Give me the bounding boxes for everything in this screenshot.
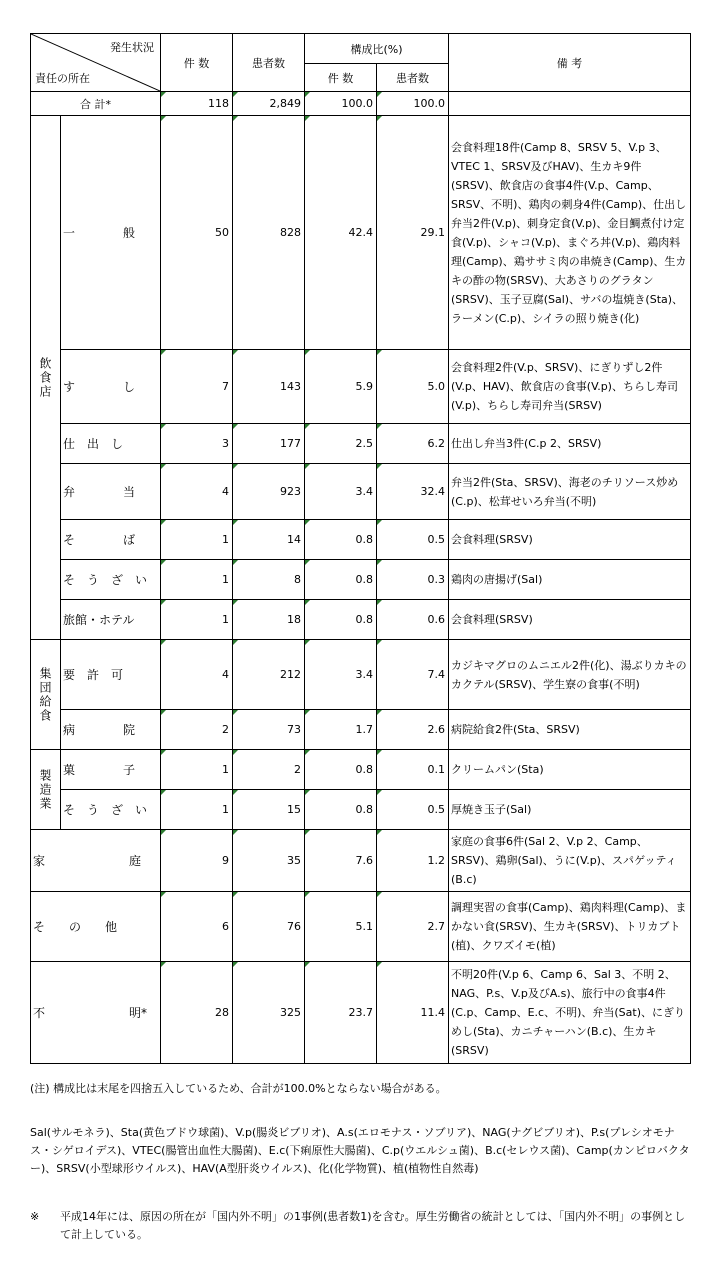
row-label: そ ば: [61, 520, 161, 560]
total-ratio-patients: 100.0: [377, 92, 449, 116]
table-row: [31, 350, 691, 424]
row-patients: 143: [233, 350, 305, 424]
row-ratio-patients: 11.4: [377, 962, 449, 1064]
header-ratio-patients: 患者数: [377, 64, 449, 92]
header-remarks: 備 考: [449, 34, 691, 92]
row-patients: 18: [233, 600, 305, 640]
group-catering: 集団給食: [31, 640, 61, 750]
row-count: 4: [161, 464, 233, 520]
row-ratio-count: 5.1: [305, 892, 377, 962]
row-ratio-patients: 0.1: [377, 750, 449, 790]
row-count: 1: [161, 560, 233, 600]
row-label: す し: [61, 350, 161, 424]
header-patients: 患者数: [233, 34, 305, 92]
total-ratio-count: 100.0: [305, 92, 377, 116]
row-remarks: 弁当2件(Sta、SRSV)、海老のチリソース炒め(C.p)、松茸せいろ弁当(不明): [449, 464, 691, 520]
row-ratio-patients: 0.3: [377, 560, 449, 600]
row-ratio-count: 3.4: [305, 464, 377, 520]
corner-top-label: 発生状況: [110, 41, 154, 54]
row-label: 一 般: [61, 116, 161, 350]
note-ratio: (注) 構成比は末尾を四捨五入しているため、合計が100.0%とならない場合がある。: [30, 1082, 447, 1095]
row-patients: 14: [233, 520, 305, 560]
header-ratio: 構成比(%): [305, 34, 449, 64]
row-label: そ う ざ い: [61, 790, 161, 830]
row-patients: 76: [233, 892, 305, 962]
row-label: 菓 子: [61, 750, 161, 790]
row-ratio-patients: 7.4: [377, 640, 449, 710]
row-remarks: 会食料理18件(Camp 8、SRSV 5、V.p 3、VTEC 1、SRSV及びHAV)、生カキ9件(SRSV)、飲食店の食事4件(V.p、Camp、SRSV、不明)、鶏肉の刺身4件(Camp)、仕出し弁当2件(V.p)、刺身定食(V.p)、金目鯛煮付け定食(V.p)、シャコ(V.p)、まぐろ丼(V.p)、鶏肉料理(Camp)、鶏ササミ肉の串焼き(Camp)、生カキの酢の物(SRSV)、大あさりのグラタン(SRSV)、玉子豆腐(Sal)、サバの塩焼き(Sta)、ラーメン(C.p)、シイラの照り焼き(化): [449, 116, 691, 350]
row-patients: 923: [233, 464, 305, 520]
row-count: 6: [161, 892, 233, 962]
row-ratio-patients: 0.5: [377, 790, 449, 830]
row-label: 旅館・ホテル: [61, 600, 161, 640]
row-ratio-patients: 5.0: [377, 350, 449, 424]
row-remarks: カジキマグロのムニエル2件(化)、湯ぶりカキのカクテル(SRSV)、学生寮の食事(不明): [449, 640, 691, 710]
table-row: [31, 640, 691, 710]
row-ratio-patients: 0.5: [377, 520, 449, 560]
row-ratio-patients: 32.4: [377, 464, 449, 520]
row-patients: 73: [233, 710, 305, 750]
row-patients: 828: [233, 116, 305, 350]
table-row: [31, 892, 691, 962]
row-count: 2: [161, 710, 233, 750]
table-row: [31, 790, 691, 830]
total-patients: 2,849: [233, 92, 305, 116]
row-ratio-count: 0.8: [305, 520, 377, 560]
row-patients: 325: [233, 962, 305, 1064]
row-count: 9: [161, 830, 233, 892]
row-patients: 35: [233, 830, 305, 892]
row-ratio-count: 7.6: [305, 830, 377, 892]
row-patients: 2: [233, 750, 305, 790]
row-ratio-patients: 0.6: [377, 600, 449, 640]
row-remarks: 家庭の食事6件(Sal 2、V.p 2、Camp、SRSV)、鶏卵(Sal)、うに(V.p)、スパゲッティ(B.c): [449, 830, 691, 892]
note-abbreviations: Sal(サルモネラ)、Sta(黄色ブドウ球菌)、V.p(腸炎ビブリオ)、A.s(エロモナス・ソブリア)、NAG(ナグビブリオ)、P.s(プレシオモナス・シゲロイデス)、VTEC(腸管出血性大腸菌)、E.c(下痢原性大腸菌)、C.p(ウエルシュ菌)、B.c(セレウス菌)、Camp(カンピロバクター)、SRSV(小型球形ウイルス)、HAV(A型肝炎ウイルス)、化(化学物質)、植(植物性自然毒): [30, 1126, 690, 1175]
note-asterisk: [30, 1208, 690, 1244]
row-ratio-count: 0.8: [305, 560, 377, 600]
row-ratio-count: 0.8: [305, 600, 377, 640]
row-ratio-count: 42.4: [305, 116, 377, 350]
row-ratio-patients: 2.7: [377, 892, 449, 962]
table-row: [31, 116, 691, 350]
row-count: 1: [161, 600, 233, 640]
row-remarks: 仕出し弁当3件(C.p 2、SRSV): [449, 424, 691, 464]
header-corner: [31, 34, 161, 92]
row-count: 28: [161, 962, 233, 1064]
row-count: 50: [161, 116, 233, 350]
table-row: [31, 520, 691, 560]
row-label: 家 庭: [31, 830, 161, 892]
total-count: 118: [161, 92, 233, 116]
row-ratio-patients: 29.1: [377, 116, 449, 350]
row-remarks: 会食料理2件(V.p、SRSV)、にぎりずし2件(V.p、HAV)、飲食店の食事(V.p)、ちらし寿司(V.p)、ちらし寿司弁当(SRSV): [449, 350, 691, 424]
row-ratio-count: 3.4: [305, 640, 377, 710]
row-label: 要 許 可: [61, 640, 161, 710]
row-label: 不 明*: [31, 962, 161, 1064]
header-ratio-count: 件 数: [305, 64, 377, 92]
row-label: 仕 出 し: [61, 424, 161, 464]
row-ratio-patients: 6.2: [377, 424, 449, 464]
row-ratio-count: 0.8: [305, 790, 377, 830]
corner-bottom-label: 責任の所在: [35, 72, 90, 85]
row-label: 弁 当: [61, 464, 161, 520]
row-remarks: 厚焼き玉子(Sal): [449, 790, 691, 830]
row-count: 7: [161, 350, 233, 424]
row-label: そ う ざ い: [61, 560, 161, 600]
row-ratio-patients: 1.2: [377, 830, 449, 892]
row-ratio-count: 2.5: [305, 424, 377, 464]
row-count: 1: [161, 520, 233, 560]
row-label: そ の 他: [31, 892, 161, 962]
group-restaurant: 飲食店: [31, 116, 61, 640]
row-remarks: 病院給食2件(Sta、SRSV): [449, 710, 691, 750]
table-row: [31, 750, 691, 790]
table-row: [31, 962, 691, 1064]
row-patients: 212: [233, 640, 305, 710]
row-ratio-count: 23.7: [305, 962, 377, 1064]
row-patients: 177: [233, 424, 305, 464]
table-row: [31, 600, 691, 640]
food-poisoning-table: [30, 33, 691, 1064]
row-label: 病 院: [61, 710, 161, 750]
header-count: 件 数: [161, 34, 233, 92]
table-row: [31, 830, 691, 892]
row-count: 3: [161, 424, 233, 464]
row-patients: 8: [233, 560, 305, 600]
row-count: 1: [161, 790, 233, 830]
row-remarks: 調理実習の食事(Camp)、鶏肉料理(Camp)、まかない食(SRSV)、生カキ(SRSV)、トリカブト(植)、クワズイモ(植): [449, 892, 691, 962]
table-row: [31, 560, 691, 600]
group-manufacturing: 製造業: [31, 750, 61, 830]
row-ratio-count: 5.9: [305, 350, 377, 424]
row-remarks: 鶏肉の唐揚げ(Sal): [449, 560, 691, 600]
table-row: [31, 424, 691, 464]
total-label: 合 計*: [31, 92, 161, 116]
row-count: 1: [161, 750, 233, 790]
asterisk-mark: ※: [30, 1210, 40, 1223]
row-patients: 15: [233, 790, 305, 830]
total-remarks: [449, 92, 691, 116]
row-remarks: クリームパン(Sta): [449, 750, 691, 790]
row-remarks: 不明20件(V.p 6、Camp 6、Sal 3、不明 2、NAG、P.s、V.p及びA.s)、旅行中の食事4件(C.p、Camp、E.c、不明)、弁当(Sat)、にぎりめし(Sta)、カニチャーハン(B.c)、生カキ(SRSV): [449, 962, 691, 1064]
row-ratio-patients: 2.6: [377, 710, 449, 750]
row-ratio-count: 0.8: [305, 750, 377, 790]
row-count: 4: [161, 640, 233, 710]
row-remarks: 会食料理(SRSV): [449, 520, 691, 560]
asterisk-text: 平成14年には、原因の所在が「国内外不明」の1事例(患者数1)を含む。厚生労働省の統計としては、「国内外不明」の事例として計上している。: [60, 1210, 686, 1241]
total-row: [31, 92, 691, 116]
row-ratio-count: 1.7: [305, 710, 377, 750]
table-row: [31, 710, 691, 750]
table-row: [31, 464, 691, 520]
row-remarks: 会食料理(SRSV): [449, 600, 691, 640]
